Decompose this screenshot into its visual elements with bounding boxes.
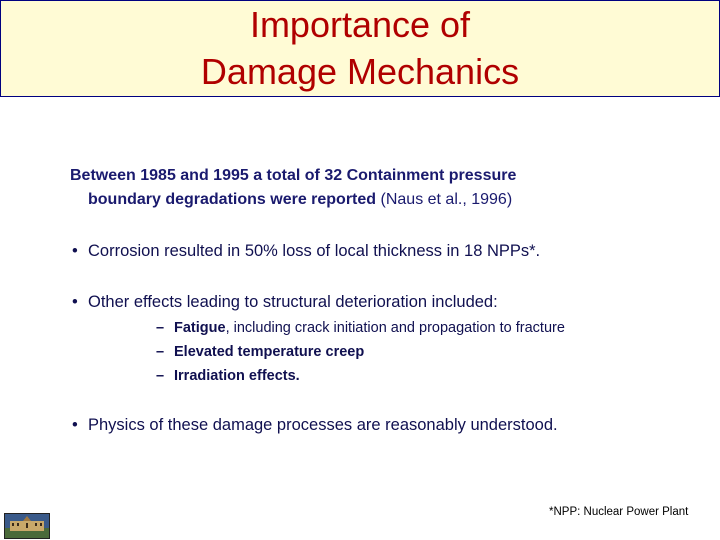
- slide-title-line-1: Importance of: [249, 4, 471, 45]
- intro-citation: (Naus et al., 1996): [380, 191, 513, 208]
- sub-item-bold: Fatigue: [174, 320, 226, 336]
- sub-item-marker: –: [156, 368, 165, 384]
- bullet-marker: •: [72, 416, 78, 434]
- sub-item-bold: Elevated temperature creep: [174, 344, 365, 360]
- bullet-text: Physics of these damage processes are reasonably understood.: [88, 416, 558, 434]
- sub-item-irradiation: [156, 366, 300, 386]
- sub-item-marker: –: [156, 344, 165, 360]
- bullet-other-effects: [72, 291, 498, 313]
- sub-item-fatigue: [156, 318, 565, 338]
- sub-item-rest: , including crack initiation and propagation to fracture: [225, 320, 565, 336]
- footnote: *NPP: Nuclear Power Plant: [549, 506, 689, 518]
- bullet-physics: [72, 414, 558, 436]
- bullet-text: Corrosion resulted in 50% loss of local thickness in 18 NPPs*.: [88, 242, 541, 260]
- bullet-text: Other effects leading to structural deterioration included:: [88, 293, 498, 311]
- intro-paragraph: [70, 164, 670, 212]
- sub-item-marker: –: [156, 320, 165, 336]
- bullet-corrosion: [72, 240, 540, 262]
- slide-title-line-2: Damage Mechanics: [200, 51, 520, 92]
- intro-line-2-wrapper: [70, 188, 670, 212]
- sub-item-bold: Irradiation effects.: [174, 368, 300, 384]
- intro-line-2: boundary degradations were reported: [88, 191, 377, 208]
- sub-item-creep: [156, 342, 364, 362]
- intro-line-1: Between 1985 and 1995 a total of 32 Containment pressure: [70, 167, 517, 184]
- university-building-logo: [4, 513, 50, 539]
- bullet-marker: •: [72, 293, 78, 311]
- bullet-marker: •: [72, 242, 78, 260]
